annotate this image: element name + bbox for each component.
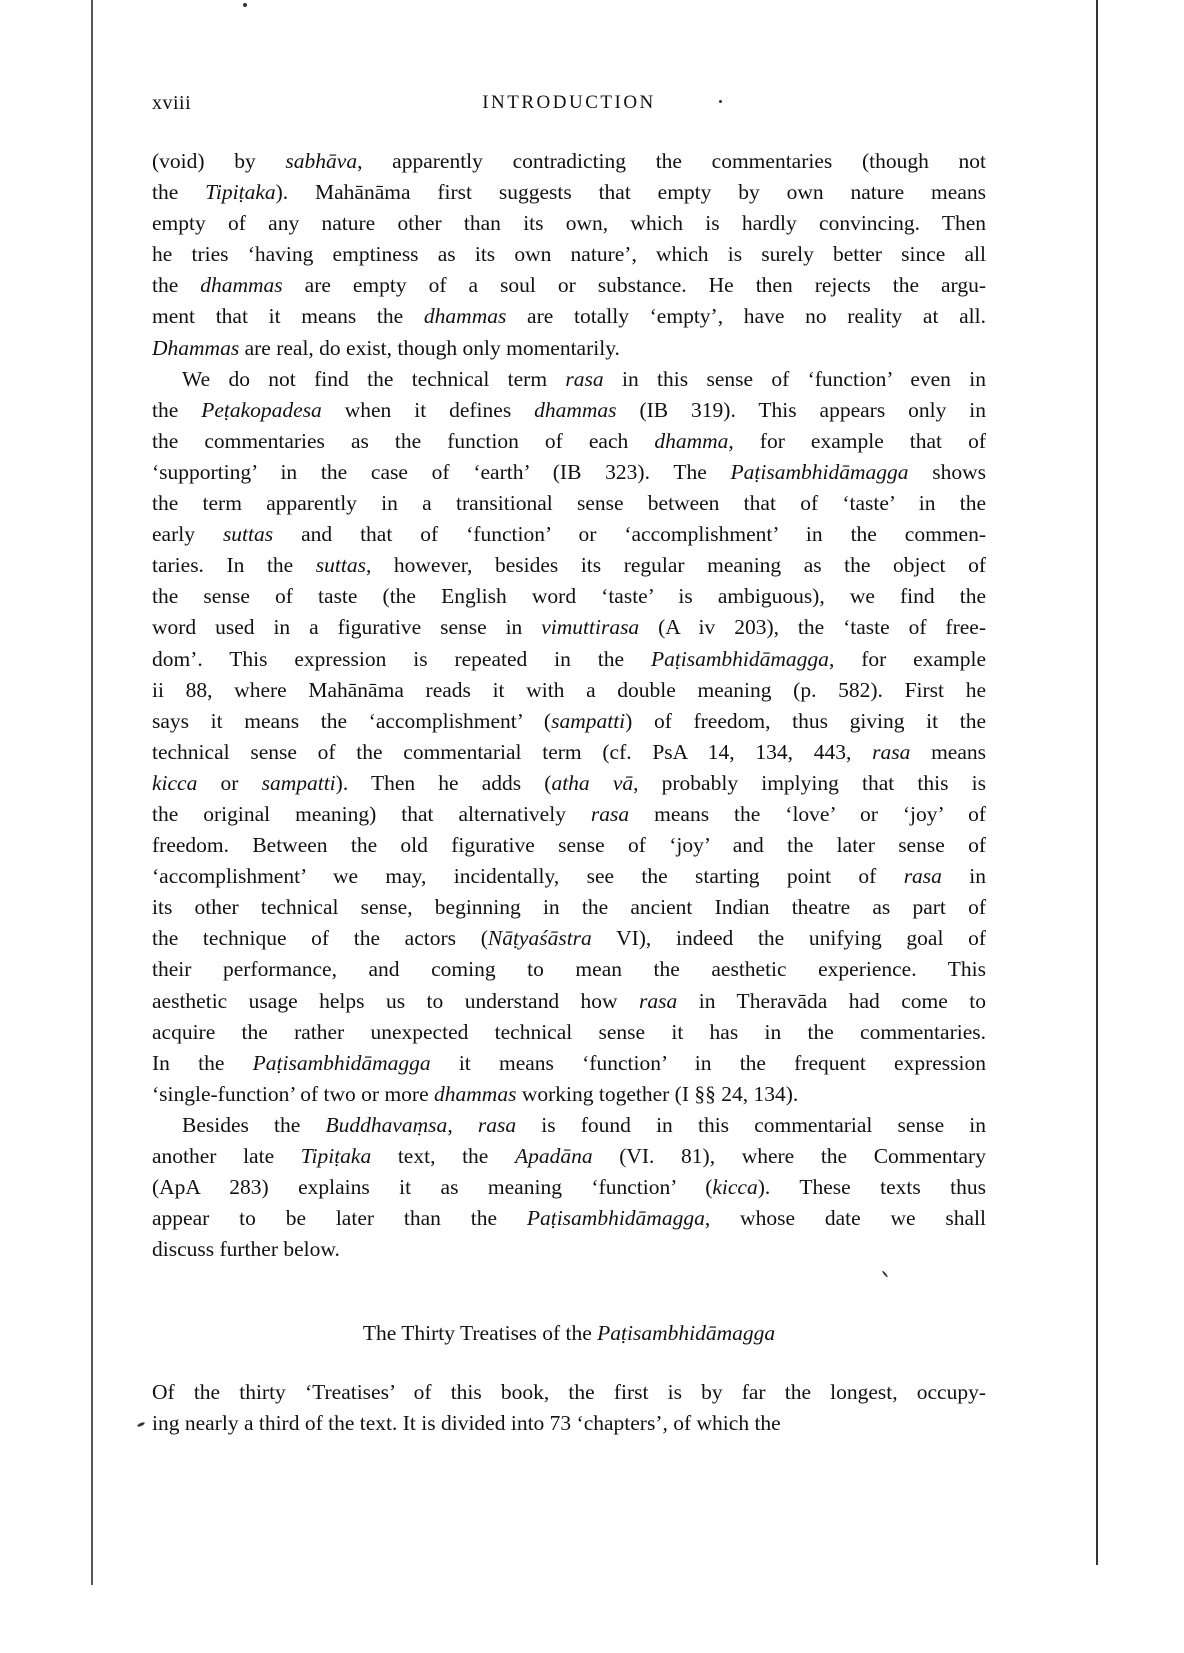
text-line: another late Tipiṭaka text, the Apadāna (VI. 81), where the Commentary	[152, 1144, 986, 1168]
text-line: their performance, and coming to mean the aesthetic experience. This	[152, 957, 986, 982]
scan-speck	[137, 1421, 146, 1427]
text-line: the sense of taste (the English word ‘taste’ is ambiguous), we find the	[152, 584, 986, 609]
text-line: Dhammas are real, do exist, though only momentarily.	[152, 335, 620, 360]
text-line: (ApA 283) explains it as meaning ‘function’ (kicca). These texts thus	[152, 1175, 986, 1200]
text-line: We do not find the technical term rasa in this sense of ‘function’ even in	[182, 366, 986, 391]
text-line: (void) by sabhāva, apparently contradicting the commentaries (though not	[152, 149, 986, 173]
text-line: the commentaries as the function of each dhamma, for example that of	[152, 428, 986, 453]
text-line: technical sense of the commentarial term (cf. PsA 14, 134, 443, rasa means	[152, 739, 986, 764]
text-line: the original meaning) that alternatively rasa means the ‘love’ or ‘joy’ of	[152, 801, 986, 826]
text-line: aesthetic usage helps us to understand how rasa in Theravāda had come to	[152, 988, 986, 1013]
text-line: empty of any nature other than its own, which is hardly convincing. Then	[152, 211, 986, 236]
section-body-text	[152, 1377, 986, 1439]
text-line: ing nearly a third of the text. It is divided into 73 ‘chapters’, of which the	[152, 1411, 781, 1436]
text-line: freedom. Between the old figurative sense of ‘joy’ and the later sense of	[152, 833, 986, 858]
text-line: ‘accomplishment’ we may, incidentally, see the starting point of rasa in	[152, 864, 986, 889]
text-line: appear to be later than the Paṭisambhidāmagga, whose date we shall	[152, 1206, 986, 1231]
scan-speck	[882, 1270, 889, 1277]
scan-speck	[243, 3, 247, 7]
text-line: ‘supporting’ in the case of ‘earth’ (IB 323). The Paṭisambhidāmagga shows	[152, 459, 986, 484]
section-heading	[152, 1318, 986, 1349]
text-line: dom’. This expression is repeated in the Paṭisambhidāmagga, for example	[152, 646, 986, 671]
text-line: the Peṭakopadesa when it defines dhammas (IB 319). This appears only in	[152, 397, 986, 422]
text-line: the dhammas are empty of a soul or substance. He then rejects the argu-	[152, 273, 986, 298]
text-line: ment that it means the dhammas are totally ‘empty’, have no reality at all.	[152, 304, 986, 329]
running-head: INTRODUCTION	[482, 92, 656, 113]
text-line: its other technical sense, beginning in the ancient Indian theatre as part of	[152, 895, 986, 920]
text-line: ii 88, where Mahānāma reads it with a double meaning (p. 582). First he	[152, 677, 986, 702]
text-line: word used in a figurative sense in vimuttirasa (A iv 203), the ‘taste of free-	[152, 615, 986, 640]
page-edge-right-line	[1096, 0, 1098, 1565]
text-line: the term apparently in a transitional sense between that of ‘taste’ in the	[152, 491, 986, 516]
text-line: taries. In the suttas, however, besides its regular meaning as the object of	[152, 553, 986, 578]
text-line: the technique of the actors (Nāṭyaśāstra VI), indeed the unifying goal of	[152, 926, 986, 951]
text-line: the Tipiṭaka). Mahānāma first suggests that empty by own nature means	[152, 180, 986, 205]
page-number: xviii	[152, 92, 192, 114]
section-heading-italic: Paṭisambhidāmagga	[597, 1321, 776, 1345]
text-line: kicca or sampatti). Then he adds (atha vā, probably implying that this is	[152, 770, 986, 795]
text-line: early suttas and that of ‘function’ or ‘accomplishment’ in the commen-	[152, 522, 986, 547]
text-line: acquire the rather unexpected technical sense it has in the commentaries.	[152, 1019, 986, 1044]
text-line: Besides the Buddhavaṃsa, rasa is found in this commentarial sense in	[182, 1112, 986, 1137]
text-line: ‘single-function’ of two or more dhammas working together (I §§ 24, 134).	[152, 1081, 799, 1106]
text-line: says it means the ‘accomplishment’ (sampatti) of freedom, thus giving it the	[152, 708, 986, 733]
body-text	[152, 146, 986, 1265]
text-line: he tries ‘having emptiness as its own nature’, which is surely better since all	[152, 242, 986, 267]
text-line: Of the thirty ‘Treatises’ of this book, the first is by far the longest, occupy-	[152, 1380, 986, 1404]
page-edge-left-line	[91, 0, 93, 1585]
section-heading-plain: The Thirty Treatises of the	[362, 1321, 598, 1345]
text-line: discuss further below.	[152, 1237, 340, 1262]
text-line: In the Paṭisambhidāmagga it means ‘function’ in the frequent expression	[152, 1050, 986, 1075]
scan-speck	[719, 100, 722, 103]
page-header	[152, 92, 986, 122]
